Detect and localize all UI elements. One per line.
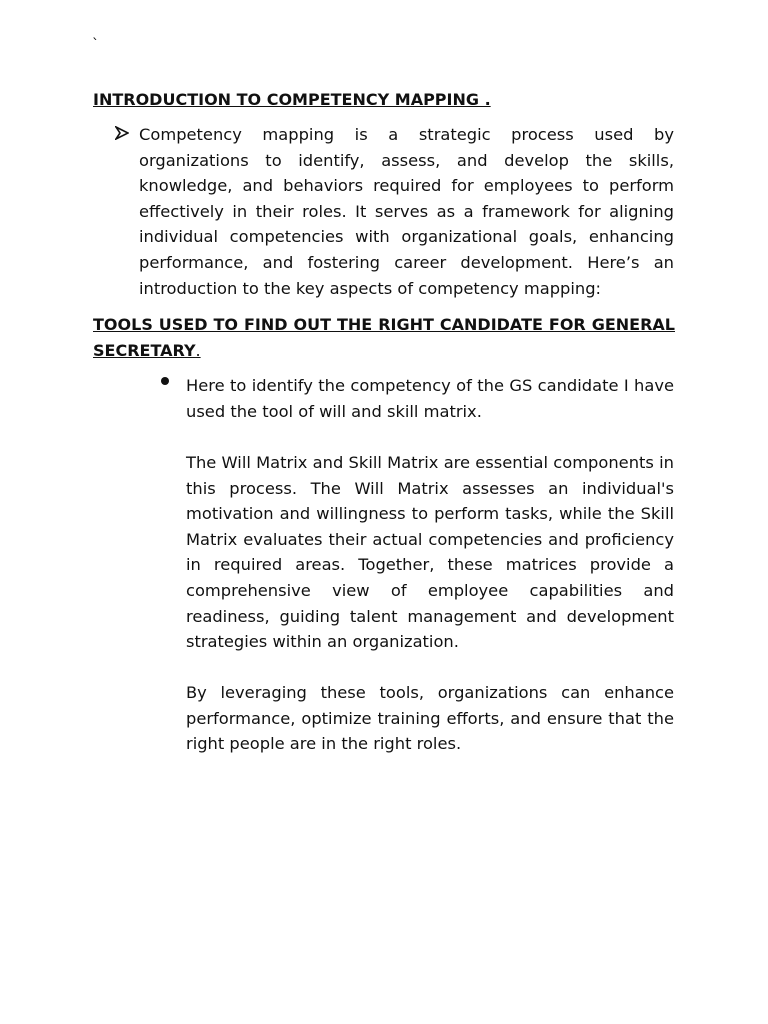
intro-paragraph: Competency mapping is a strategic process used by organizations to identify, assess, and develop the skills, knowledge, and behaviors required for employees to perform effectively in their roles. It serves as a framework for aligning individual competencies with organizational goals, enhancing performance, and fostering career development. Here’s an introduction to the key aspects of competency mapping: [139, 125, 674, 298]
tools-heading-period: . [195, 340, 201, 360]
section-heading-introduction: INTRODUCTION TO COMPETENCY MAPPING . [93, 90, 491, 109]
arrow-bullet-icon [115, 125, 129, 145]
bullet-text: Here to identify the competency of the GS candidate I have used the tool of will and skill matrix. [186, 376, 674, 421]
section-heading-tools [93, 312, 675, 363]
leveraging-paragraph: By leveraging these tools, organizations can enhance performance, optimize training efforts, and ensure that the right people are in the right roles. [186, 683, 674, 754]
tools-heading-text: TOOLS USED TO FIND OUT THE RIGHT CANDIDATE FOR GENERAL SECRETARY [93, 315, 675, 360]
stray-mark: ` [92, 37, 99, 53]
matrix-paragraph: The Will Matrix and Skill Matrix are essential components in this process. The Will Matrix assesses an individual's motivation and willingness to perform tasks, while the Skill Matrix evaluates their actual competencies and proficiency in required areas. Together, these matrices provide a comprehensive view of employee capabilities and readiness, guiding talent management and development strategies within an organization. [186, 453, 674, 652]
dot-bullet-icon [161, 377, 169, 385]
